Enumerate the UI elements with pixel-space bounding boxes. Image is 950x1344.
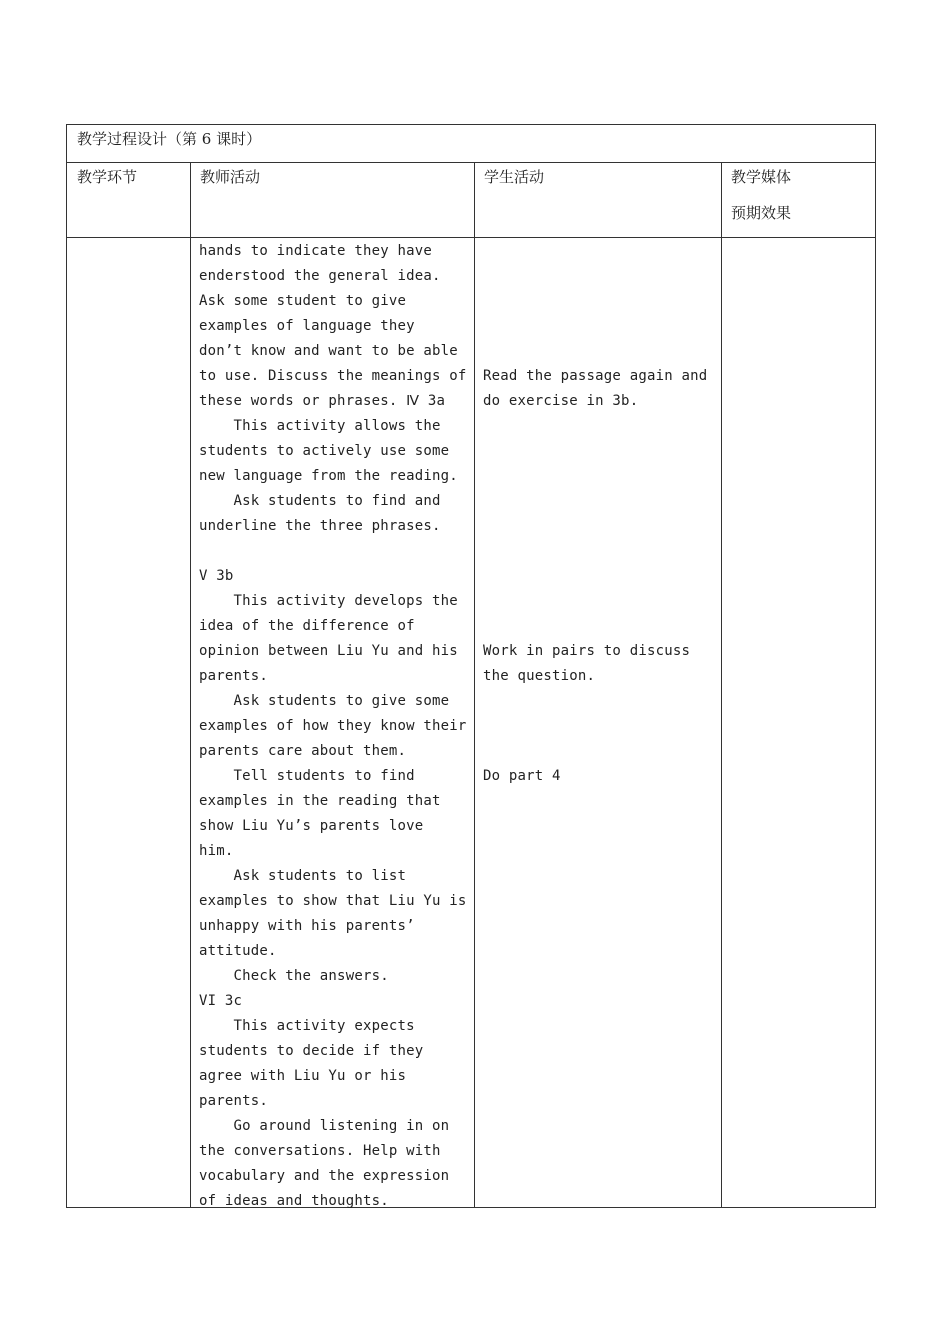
column-divider-3 — [721, 163, 722, 1207]
text-line — [483, 539, 719, 564]
table-title: 教学过程设计（第 6 课时） — [77, 130, 262, 148]
text-line: attitude. — [199, 943, 277, 959]
text-line: these words or phrases. Ⅳ 3a — [199, 393, 446, 409]
header-divider — [67, 237, 875, 238]
text-line: him. — [199, 843, 234, 859]
text-line — [483, 689, 719, 714]
text-line — [483, 564, 719, 589]
text-line: parents care about them. — [199, 743, 407, 759]
lesson-plan-table — [66, 124, 876, 1208]
text-line: underline the three phrases. — [199, 518, 441, 534]
text-line: the question. — [483, 668, 596, 684]
text-line: don’t know and want to be able — [199, 343, 458, 359]
text-line: Ask some student to give — [199, 293, 407, 309]
text-line: parents. — [199, 668, 269, 684]
text-line: opinion between Liu Yu and his — [199, 643, 458, 659]
text-line — [483, 614, 719, 639]
text-line — [483, 464, 719, 489]
text-line: VI 3c — [199, 993, 243, 1009]
header-teacher: 教师活动 — [200, 168, 261, 186]
text-line: This activity expects — [199, 1018, 415, 1034]
text-line: vocabulary and the expression — [199, 1168, 450, 1184]
text-line: new language from the reading. — [199, 468, 458, 484]
text-line: unhappy with his parents’ — [199, 918, 415, 934]
text-line: Do part 4 — [483, 768, 561, 784]
text-line — [483, 239, 719, 264]
text-line: examples to show that Liu Yu is — [199, 893, 467, 909]
header-student: 学生活动 — [484, 168, 545, 186]
column-divider-1 — [190, 163, 191, 1207]
text-line: parents. — [199, 1093, 269, 1109]
text-line: idea of the difference of — [199, 618, 415, 634]
text-line: Ask students to give some — [199, 693, 450, 709]
header-media: 教学媒体 — [731, 168, 792, 186]
text-line — [483, 414, 719, 439]
title-divider — [67, 162, 875, 163]
text-line: show Liu Yu’s parents love — [199, 818, 424, 834]
text-line: Tell students to find — [199, 768, 415, 784]
text-line: hands to indicate they have — [199, 243, 432, 259]
text-line: Work in pairs to discuss — [483, 643, 691, 659]
column-divider-2 — [474, 163, 475, 1207]
student-activity-column — [483, 239, 719, 789]
text-line — [483, 339, 719, 364]
text-line: Go around listening in on — [199, 1118, 450, 1134]
text-line: examples of how they know their — [199, 718, 467, 734]
text-line: to use. Discuss the meanings of — [199, 368, 467, 384]
text-line: students to decide if they — [199, 1043, 424, 1059]
text-line: Read the passage again and — [483, 368, 708, 384]
text-line: the conversations. Help with — [199, 1143, 441, 1159]
text-line — [483, 439, 719, 464]
text-line: examples in the reading that — [199, 793, 441, 809]
text-line — [483, 739, 719, 764]
text-line: Ask students to list — [199, 868, 407, 884]
text-line: of ideas and thoughts. — [199, 1193, 389, 1209]
text-line: examples of language they — [199, 318, 415, 334]
text-line — [483, 314, 719, 339]
text-line — [199, 539, 471, 564]
text-line — [483, 714, 719, 739]
text-line: students to actively use some — [199, 443, 450, 459]
text-line — [483, 289, 719, 314]
text-line: agree with Liu Yu or his — [199, 1068, 407, 1084]
text-line: This activity develops the — [199, 593, 458, 609]
text-line — [483, 489, 719, 514]
header-effect: 预期效果 — [731, 204, 792, 222]
teacher-activity-column — [199, 239, 471, 1214]
text-line: Check the answers. — [199, 968, 389, 984]
text-line: do exercise in 3b. — [483, 393, 639, 409]
text-line — [483, 514, 719, 539]
text-line: enderstood the general idea. — [199, 268, 441, 284]
text-line: This activity allows the — [199, 418, 441, 434]
header-stage: 教学环节 — [77, 168, 138, 186]
text-line: Ask students to find and — [199, 493, 441, 509]
text-line: V 3b — [199, 568, 234, 584]
text-line — [483, 589, 719, 614]
text-line — [483, 264, 719, 289]
